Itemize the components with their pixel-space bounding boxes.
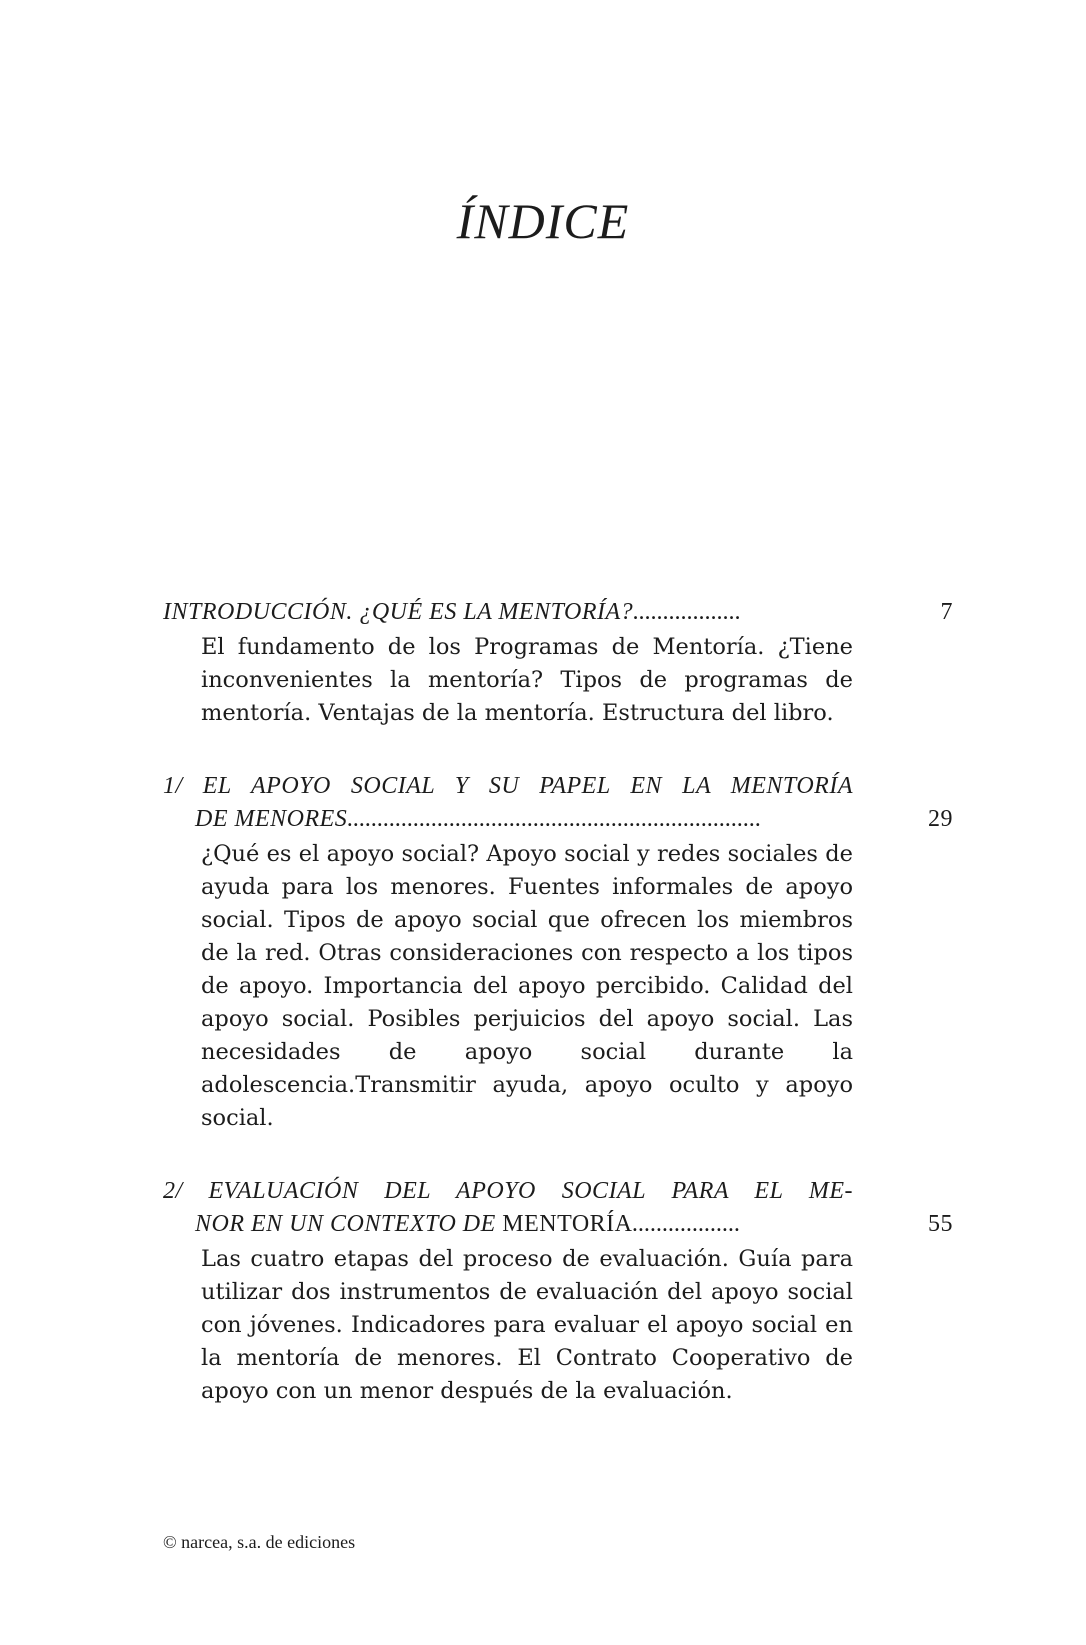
toc-heading-text: DE MENORES (195, 806, 348, 832)
toc-heading-upright-text: MENTORÍA (502, 1211, 633, 1237)
toc-entry-description: Las cuatro etapas del proceso de evaluación. Guía para utilizar dos instrumentos de evaluación del apoyo social con jóvenes. Indicadores para evaluar el apoyo social en la mentoría de menores. El Contrato Cooperativo de apoyo con un menor después de la evaluación. (201, 1246, 853, 1404)
toc-heading-text: 2/ EVALUACIÓN DEL APOYO SOCIAL PARA EL ME- (163, 1178, 853, 1204)
toc-entry-introduccion (163, 596, 953, 730)
copyright-footer: © narcea, s.a. de ediciones (163, 1532, 356, 1552)
table-of-contents (163, 596, 953, 1448)
toc-leader-dots: ..................................................................... (347, 806, 762, 832)
toc-page-number: 55 (928, 1211, 953, 1237)
toc-entry-chapter-1 (163, 770, 953, 1135)
toc-entry-description: El fundamento de los Programas de Mentoría. ¿Tiene inconvenientes la mentoría? Tipos de programas de mentoría. Ventajas de la mentoría. Estructura del libro. (201, 634, 853, 726)
page-title: ÍNDICE (456, 193, 630, 249)
toc-page-number: 7 (940, 599, 953, 625)
toc-entry-heading (163, 596, 953, 629)
toc-entry-description: ¿Qué es el apoyo social? Apoyo social y redes sociales de ayuda para los menores. Fuentes informales de apoyo social. Tipos de apoyo social que ofrecen los miembros de la red. Otras consideraciones con respecto a los tipos de apoyo. Importancia del apoyo percibido. Calidad del apoyo social. Posibles perjuicios del apoyo social. Las necesidades de apoyo social durante la adolescencia.Transmitir ayuda, apoyo oculto y apoyo social. (201, 841, 853, 1131)
toc-heading-text: INTRODUCCIÓN. ¿QUÉ ES LA MENTORÍA? (163, 599, 634, 625)
toc-entry-chapter-2 (163, 1175, 953, 1408)
toc-leader-dots: .................. (632, 1211, 741, 1237)
toc-heading-text: 1/ EL APOYO SOCIAL Y SU PAPEL EN LA MENTORÍA (163, 773, 853, 799)
toc-leader-dots: .................. (633, 599, 742, 625)
toc-entry-heading (163, 770, 953, 836)
toc-entry-heading (163, 1175, 953, 1241)
toc-heading-text: NOR EN UN CONTEXTO DE (195, 1211, 496, 1237)
toc-page-number: 29 (928, 806, 953, 832)
